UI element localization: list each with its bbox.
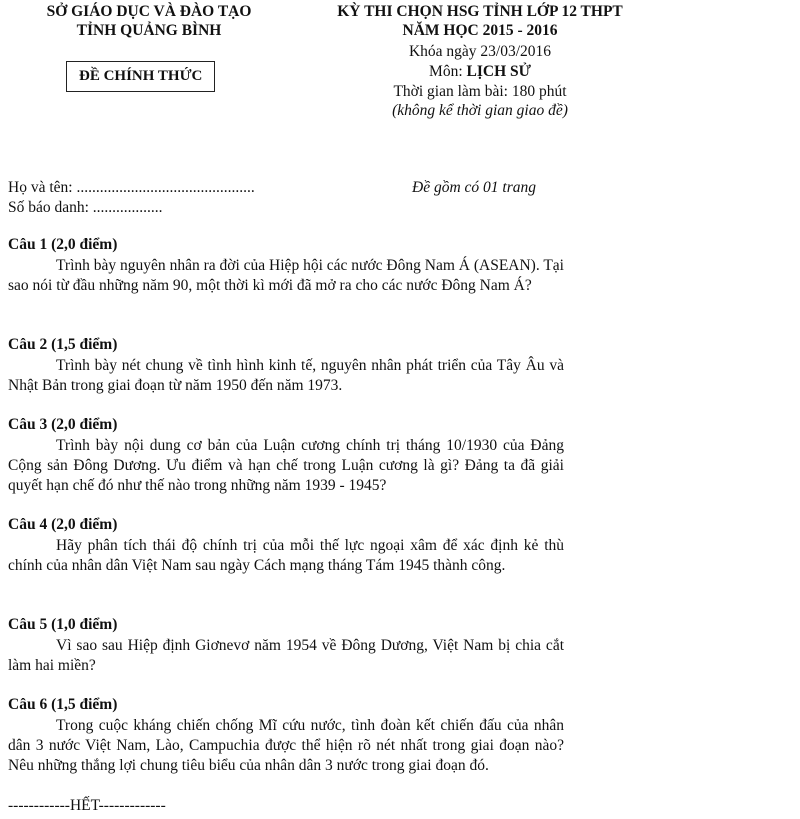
question-3-title: Câu 3 (2,0 điểm) <box>8 416 118 433</box>
exam-date: Khóa ngày 23/03/2016 <box>408 43 552 60</box>
end-of-exam-mark: ------------HẾT------------- <box>8 797 166 814</box>
question-1-text: Trình bày nguyên nhân ra đời của Hiệp hội các nước Đông Nam Á (ASEAN). Tại sao nói từ đầu những năm 90, một thời kì mới đã mở ra cho các nước Đông Nam Á? <box>8 257 564 294</box>
pages-note: Đề gồm có 01 trang <box>412 179 536 196</box>
question-1-title: Câu 1 (2,0 điểm) <box>8 236 118 253</box>
school-year: NĂM HỌC 2015 - 2016 <box>402 22 558 39</box>
candidate-id-field: Số báo danh: .................. <box>8 199 163 216</box>
official-exam-label: ĐỀ CHÍNH THỨC <box>66 61 215 92</box>
question-6-title: Câu 6 (1,5 điểm) <box>8 696 118 713</box>
question-3-text: Trình bày nội dung cơ bản của Luận cương chính trị tháng 10/1930 của Đảng Cộng sản Đông Dương. Ưu điểm và hạn chế trong Luận cương là gì? Đảng ta đã giải quyết hạn chế đó như thế nào trong những năm 1939 - 1945? <box>8 437 564 494</box>
question-2-text: Trình bày nét chung về tình hình kinh tế, nguyên nhân phát triển của Tây Âu và Nhật Bản trong giai đoạn từ năm 1950 đến năm 1973. <box>8 357 564 394</box>
question-5-title: Câu 5 (1,0 điểm) <box>8 616 118 633</box>
subject-line <box>300 62 660 81</box>
subject-name: LỊCH SỬ <box>466 63 531 80</box>
province-name: TỈNH QUẢNG BÌNH <box>76 22 222 39</box>
question-6-text: Trong cuộc kháng chiến chống Mĩ cứu nước, tình đoàn kết chiến đấu của nhân dân 3 nước Việt Nam, Lào, Campuchia được thể hiện rõ nét nhất trong giai đoạn nào? Nêu những thắng lợi chung tiêu biểu của nhân dân 3 nước trong giai đoạn đó. <box>8 717 564 774</box>
department-name: SỞ GIÁO DỤC VÀ ĐÀO TẠO <box>46 3 252 20</box>
exam-title: KỲ THI CHỌN HSG TỈNH LỚP 12 THPT <box>337 3 623 20</box>
question-2-title: Câu 2 (1,5 điểm) <box>8 336 118 353</box>
candidate-name-field: Họ và tên: .............................................. <box>8 179 255 196</box>
question-4-title: Câu 4 (2,0 điểm) <box>8 516 118 533</box>
question-4-text: Hãy phân tích thái độ chính trị của mỗi thế lực ngoại xâm để xác định kẻ thù chính của nhân dân Việt Nam sau ngày Cách mạng tháng Tám 1945 thành công. <box>8 537 564 574</box>
subject-prefix: Môn: <box>429 63 467 80</box>
question-5-text: Vì sao sau Hiệp định Giơnevơ năm 1954 về Đông Dương, Việt Nam bị chia cắt làm hai miền? <box>8 637 564 674</box>
exam-duration: Thời gian làm bài: 180 phút <box>393 83 567 100</box>
duration-note: (không kể thời gian giao đề) <box>392 102 568 119</box>
